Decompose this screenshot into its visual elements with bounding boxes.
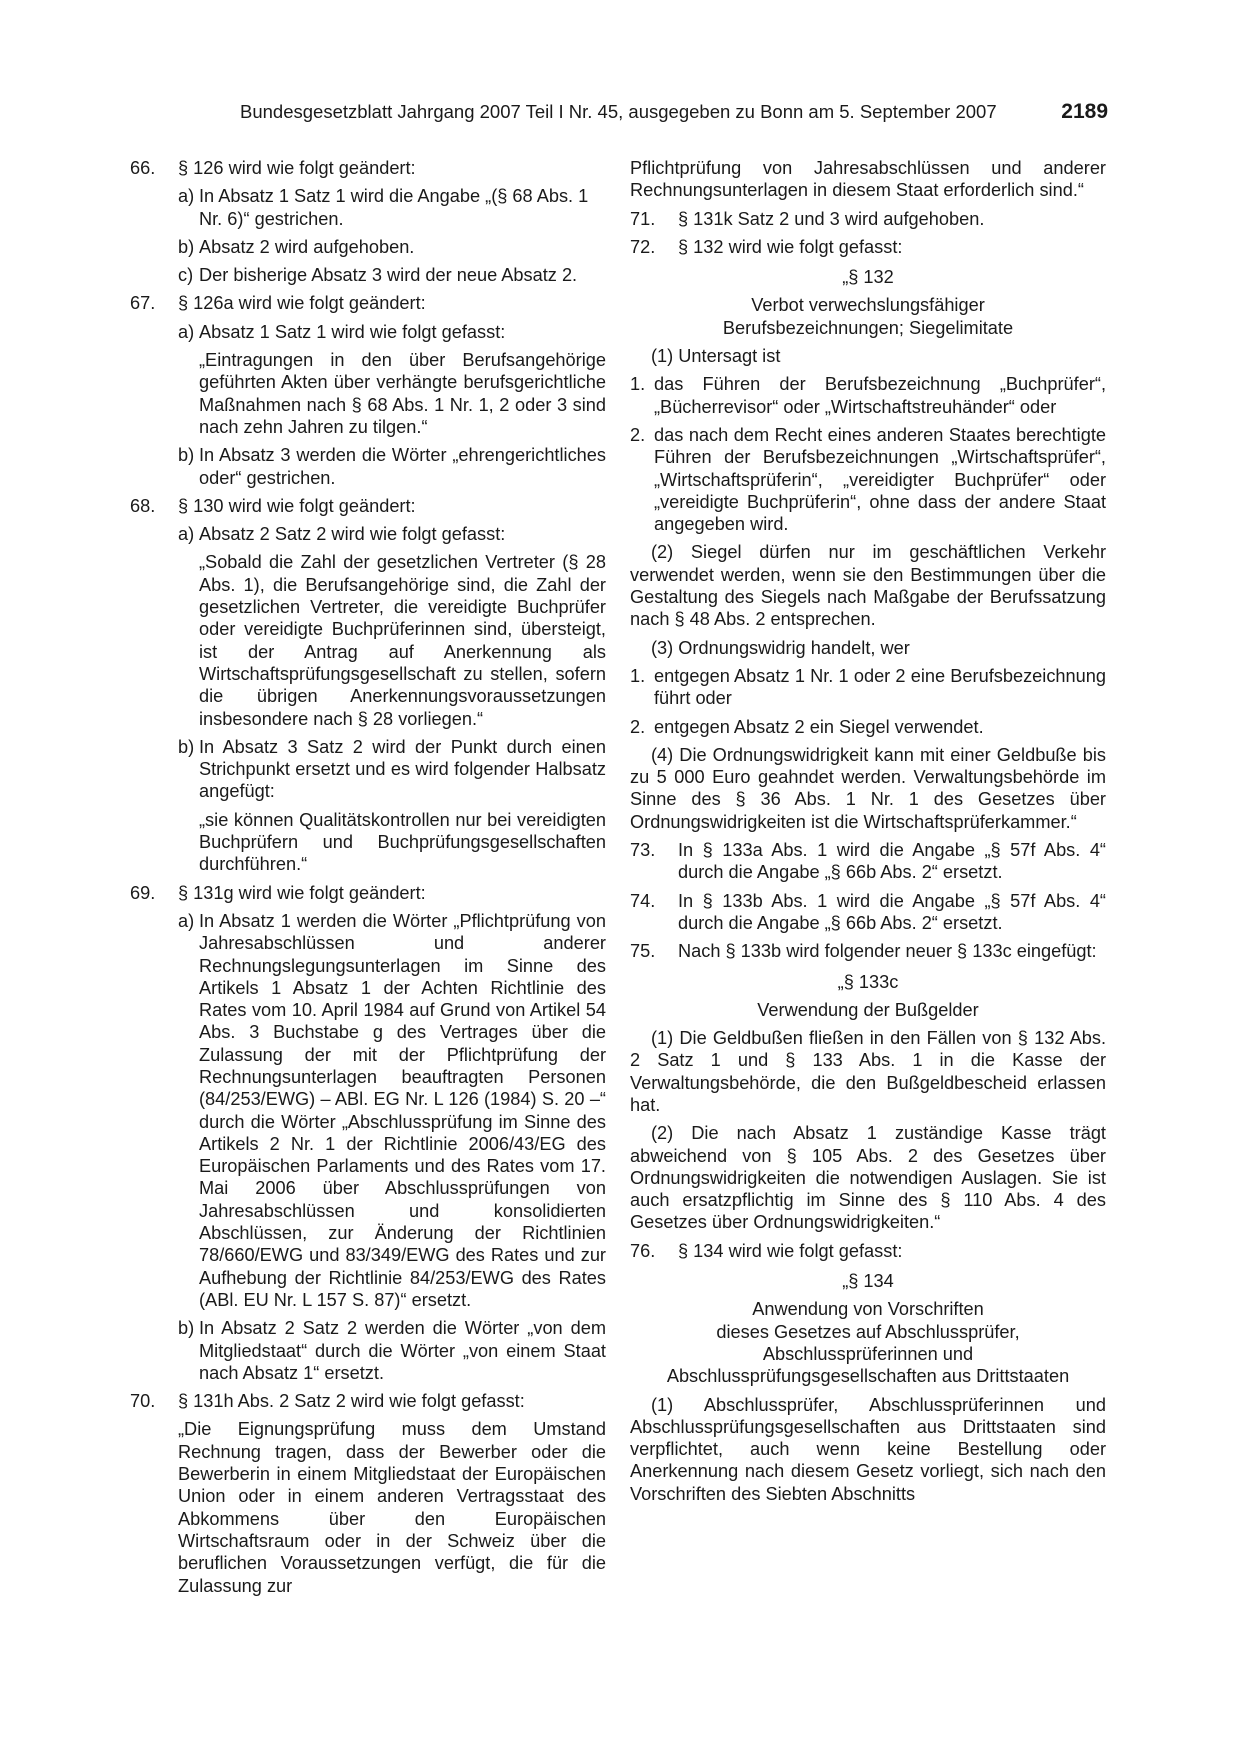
amendment-71	[630, 208, 1106, 230]
item-lead: In § 133b Abs. 1 wird die Angabe „§ 57f Abs. 4“ durch die Angabe „§ 66b Abs. 2“ ersetzt.	[678, 890, 1106, 933]
point-text: entgegen Absatz 2 ein Siegel verwendet.	[654, 716, 984, 737]
subitem-text: Absatz 2 Satz 2 wird wie folgt gefasst:	[199, 524, 506, 545]
amendment-76	[630, 1240, 1106, 1262]
numbered-point	[630, 716, 1106, 738]
section-heading: Verbot verwechslungsfähiger Berufsbezeichnungen; Siegelimitate	[722, 295, 1014, 338]
item-number: 73.	[630, 840, 656, 861]
item-lead: § 126 wird wie folgt geändert:	[178, 158, 416, 178]
subitem-66a	[178, 185, 606, 230]
subitem-label: a)	[178, 186, 195, 207]
subitem-66b	[178, 236, 606, 258]
subitem-68b	[178, 736, 606, 803]
item-lead: § 131g wird wie folgt geändert:	[178, 882, 426, 903]
subitem-label: b)	[178, 736, 195, 757]
subitem-text: In Absatz 3 Satz 2 wird der Punkt durch einen Strichpunkt ersetzt und es wird folgender Halbsatz angefügt:	[199, 736, 606, 802]
amendment-69	[130, 882, 606, 904]
point-text: entgegen Absatz 1 Nr. 1 oder 2 eine Berufsbezeichnung führt oder	[654, 665, 1106, 709]
paragraph: (3) Ordnungswidrig handelt, wer	[651, 637, 910, 658]
subitem-label: a)	[178, 910, 195, 931]
page-number: 2189	[1061, 100, 1108, 123]
item-lead: § 131h Abs. 2 Satz 2 wird wie folgt gefasst:	[178, 1391, 525, 1412]
item-number: 71.	[630, 208, 656, 229]
right-column	[630, 157, 1106, 1505]
subitem-67b	[178, 444, 606, 489]
point-text: das nach dem Recht eines anderen Staates berechtigte Führen der Berufsbezeichnungen „Wirtschaftsprüfer“, „Wirtschaftsprüferin“, „vereidigter Buchprüfer“ oder „vereidigte Buchprüferin“, ohne dass der andere Staat angegeben wird.	[654, 424, 1106, 535]
item-lead: § 134 wird wie folgt gefasst:	[678, 1240, 903, 1261]
item-number: 66.	[130, 158, 156, 178]
subitem-66c	[178, 264, 606, 286]
quoted-text: „Die Eignungsprüfung muss dem Umstand Rechnung tragen, dass der Bewerber oder die Bewerberin in einem Mitgliedstaat der Europäischen Union oder in einem anderen Vertragsstaat des Abkommens über den Europäischen Wirtschaftsraum oder in der Schweiz über die beruflichen Voraussetzungen verfügt, die für die Zulassung zur	[178, 1419, 606, 1596]
paragraph: (4) Die Ordnungswidrigkeit kann mit einer Geldbuße bis zu 5 000 Euro geahndet werden. Verwaltungsbehörde im Sinne des § 36 Abs. 1 Nr. 1 des Gesetzes über Ordnungswidrigkeiten ist die Wirtschaftsprüferkammer.“	[630, 744, 1106, 832]
heading-line: Anwendung von Vorschriften	[752, 1299, 984, 1320]
item-lead: § 130 wird wie folgt geändert:	[178, 495, 416, 516]
paragraph: (2) Die nach Absatz 1 zuständige Kasse trägt abweichend von § 105 Abs. 2 des Gesetzes über Ordnungswidrigkeiten die notwendigen Auslagen. Sie ist auch ersatzpflichtig im Sinne des § 110 Abs. 4 des Gesetzes über Ordnungswidrigkeiten.“	[630, 1123, 1106, 1233]
numbered-point	[630, 665, 1106, 710]
item-number: 76.	[630, 1240, 656, 1261]
numbered-point	[630, 373, 1106, 418]
point-number: 1.	[630, 374, 646, 395]
amendment-66	[130, 157, 606, 179]
subitem-68a	[178, 523, 606, 545]
amendment-67	[130, 292, 606, 314]
quoted-text: „Eintragungen in den über Berufsangehörige geführten Akten über verhängte berufsgerichtliche Maßnahmen nach § 68 Abs. 1 Nr. 1, 2 oder 3 sind nach zehn Jahren zu tilgen.“	[199, 350, 606, 437]
paragraph: (1) Die Geldbußen fließen in den Fällen von § 132 Abs. 2 Satz 1 und § 133 Abs. 1 in die Kasse der Verwaltungsbehörde, die den Bußgeldbescheid erlassen hat.	[630, 1028, 1106, 1115]
heading-line: Abschlussprüferinnen und	[762, 1343, 974, 1364]
section-number: „§ 132	[842, 267, 894, 288]
amendment-70	[130, 1390, 606, 1412]
item-number: 70.	[130, 1391, 156, 1412]
subitem-67a	[178, 321, 606, 343]
section-number: „§ 133c	[837, 971, 899, 992]
subitem-text: Absatz 1 Satz 1 wird wie folgt gefasst:	[199, 321, 506, 342]
section-number: „§ 134	[842, 1271, 894, 1292]
item-lead: Nach § 133b wird folgender neuer § 133c eingefügt:	[678, 941, 1097, 962]
numbered-point	[630, 424, 1106, 535]
point-text: das Führen der Berufsbezeichnung „Buchprüfer“, „Bücherrevisor“ oder „Wirtschaftstreuhänder“ oder	[654, 374, 1106, 417]
subitem-label: a)	[178, 524, 195, 545]
subitem-text: In Absatz 2 Satz 2 werden die Wörter „von dem Mitgliedstaat“ durch die Wörter „von einem Staat nach Absatz 1“ ersetzt.	[199, 1318, 606, 1383]
item-number: 67.	[130, 293, 156, 314]
amendment-75	[630, 940, 1106, 962]
running-title: Bundesgesetzblatt Jahrgang 2007 Teil I Nr. 45, ausgegeben zu Bonn am 5. September 2007	[240, 101, 997, 122]
section-heading: Verwendung der Bußgelder	[757, 999, 979, 1020]
section-heading	[630, 1298, 1106, 1387]
point-number: 1.	[630, 665, 646, 686]
subitem-label: a)	[178, 321, 195, 342]
subitem-text: In Absatz 1 Satz 1 wird die Angabe „(§ 68 Abs. 1 Nr. 6)“ gestrichen.	[199, 186, 589, 229]
subitem-text: Absatz 2 wird aufgehoben.	[199, 236, 415, 257]
quoted-text: „Sobald die Zahl der gesetzlichen Vertreter (§ 28 Abs. 1), die Berufsangehörige sind, die Zahl der gesetzlichen Vertreter, die vereidigte Buchprüfer oder vereidigte Buchprüferinnen sind, übersteigt, ist der Antrag auf Anerkennung als Wirtschaftsprüfungsgesellschaft zu stellen, sofern die übrigen Anerkennungsvoraussetzungen insbesondere nach § 28 vorliegen.“	[199, 552, 606, 729]
point-number: 2.	[630, 716, 646, 737]
subitem-text: Der bisherige Absatz 3 wird der neue Absatz 2.	[199, 265, 578, 286]
paragraph: (1) Abschlussprüfer, Abschlussprüferinnen und Abschlussprüfungsgesellschaften aus Drittstaaten sind verpflichtet, auch wenn keine Bestellung oder Anerkennung nach diesem Gesetz vorliegt, sich nach den Vorschriften des Siebten Abschnitts	[630, 1394, 1106, 1504]
item-lead: § 126a wird wie folgt geändert:	[178, 293, 426, 314]
page-header	[240, 100, 1108, 124]
item-number: 74.	[630, 890, 656, 911]
subitem-label: b)	[178, 1318, 195, 1339]
heading-line: dieses Gesetzes auf Abschlussprüfer,	[716, 1321, 1020, 1342]
paragraph: (1) Untersagt ist	[651, 346, 781, 367]
quoted-text: „sie können Qualitätskontrollen nur bei vereidigten Buchprüfern und Buchprüfungsgesellschaften durchführen.“	[199, 809, 606, 875]
subitem-label: b)	[178, 236, 195, 257]
continued-quote: Pflichtprüfung von Jahresabschlüssen und anderer Rechnungsunterlagen in diesem Staat erforderlich sind.“	[630, 158, 1106, 201]
item-number: 72.	[630, 236, 656, 257]
amendment-68	[130, 495, 606, 517]
subitem-label: c)	[178, 265, 194, 286]
item-number: 69.	[130, 882, 156, 903]
item-lead: In § 133a Abs. 1 wird die Angabe „§ 57f Abs. 4“ durch die Angabe „§ 66b Abs. 2“ ersetzt.	[678, 840, 1106, 883]
amendment-74	[630, 890, 1106, 935]
subitem-69a	[178, 910, 606, 1311]
amendment-72	[630, 236, 1106, 258]
subitem-label: b)	[178, 445, 195, 466]
subitem-text: In Absatz 1 werden die Wörter „Pflichtprüfung von Jahresabschlüssen und anderer Rechnungslegungsunterlagen im Sinne des Artikels 1 Absatz 1 der Achten Richtlinie des Rates vom 10. April 1984 auf Grund von Artikel 54 Abs. 3 Buchstabe g des Vertrages über die Zulassung der mit der Pflichtprüfung der Rechnungsunterlagen beauftragten Personen (84/253/EWG) – ABl. EG Nr. L 126 (1984) S. 20 –“ durch die Wörter „Abschlussprüfung im Sinne des Artikels 2 Nr. 1 der Richtlinie 2006/43/EG des Europäischen Parlaments und des Rates vom 17. Mai 2006 über Abschlussprüfungen von Jahresabschlüssen und konsolidierten Abschlüssen, zur Änderung der Richtlinien 78/660/EWG und 83/349/EWG des Rates und zur Aufhebung der Richtlinie 84/253/EWG des Rates (ABl. EU Nr. L 157 S. 87)“ ersetzt.	[199, 910, 606, 1310]
point-number: 2.	[630, 424, 646, 445]
item-lead: § 132 wird wie folgt gefasst:	[678, 236, 903, 257]
subitem-text: In Absatz 3 werden die Wörter „ehrengerichtliches oder“ gestrichen.	[199, 445, 606, 488]
subitem-69b	[178, 1317, 606, 1384]
item-number: 68.	[130, 495, 156, 516]
item-lead: § 131k Satz 2 und 3 wird aufgehoben.	[678, 208, 985, 229]
left-column	[130, 157, 606, 1597]
amendment-73	[630, 839, 1106, 884]
heading-line: Abschlussprüfungsgesellschaften aus Drittstaaten	[666, 1366, 1070, 1387]
paragraph: (2) Siegel dürfen nur im geschäftlichen Verkehr verwendet werden, wenn sie den Bestimmungen über die Gestaltung des Siegels nach Maßgabe der Berufssatzung nach § 48 Abs. 2 entsprechen.	[630, 542, 1106, 630]
item-number: 75.	[630, 941, 656, 962]
